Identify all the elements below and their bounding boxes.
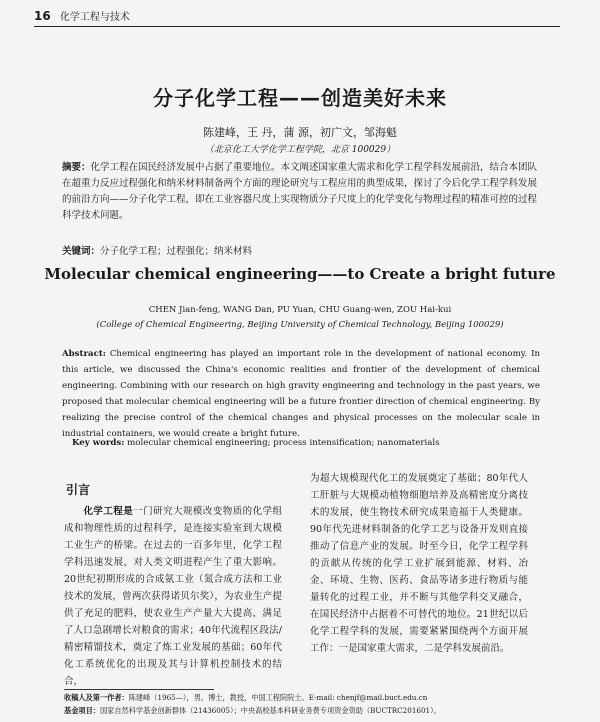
footnote-funding-label: 基金项目： xyxy=(64,706,100,715)
footnote-author xyxy=(64,693,544,703)
footnote-funding xyxy=(64,706,544,716)
body-lead-term: 化学工程是 xyxy=(83,506,134,517)
affiliation-chinese: （北京化工大学化学工程学院，北京 100029） xyxy=(204,145,396,155)
footnote-rule xyxy=(64,689,214,690)
keywords-chinese-text: 分子化学工程；过程强化；纳米材料 xyxy=(100,246,253,257)
running-header xyxy=(34,8,130,23)
title-english: Molecular chemical engineering——to Create a bright future xyxy=(44,265,556,283)
abstract-chinese-text: 化学工程在国民经济发展中占据了重要地位。本文阐述国家重大需求和化学工程学科发展前沿，结合本团队在超重力反应过程强化和纳米材料制备两个方面的理论研究与工程应用的典型成果，探讨了今后化学工程学科发展的前沿方向——分子化学工程，即在工业容器尺度上实现物质分子尺度上的化学变化与物理过程的精准可控的过程科学技术问题。 xyxy=(62,162,538,221)
section-heading-introduction: 引言 xyxy=(66,483,91,497)
body-right-text: 为超大规模现代化工的发展奠定了基础；80年代人工肝脏与大规模动植物细胞培养及高精密度分离技术的发展，使生物技术研究成果造福于人类健康。90年代先进材料制备的化学工艺与设备开发则直接推动了信息产业的发展。时至今日，化学工程学科的贡献从传统的化学工业扩展到能源、材料、冶金、环境、生物、医药、食品等诸多进行物质与能量转化的过程工业，并不断与其他学科交叉融合，在国民经济中占据着不可替代的地位。21世纪以后化学工程学科的发展，需要紧紧围绕两个方面开展工作：一是国家重大需求，二是学科发展前沿。 xyxy=(310,473,528,654)
journal-name: 化学工程与技术 xyxy=(59,12,130,23)
body-column-right xyxy=(310,470,528,657)
keywords-chinese-label: 关键词： xyxy=(62,246,101,257)
keywords-chinese xyxy=(62,243,540,257)
abstract-english-text: Chemical engineering has played an important role in the development of national economy. In this article, we discussed the China's economic realities and frontier of the development of chemical engineering. Combining with our research on high gravity engineering and technology in the past years, we proposed that molecular chemical engineering will be a future frontier direction of chemical engineering. By realizing the precise control of the chemical changes and physical processes on the molecular scale in industrial containers, we would create a bright future. xyxy=(62,349,540,439)
header-rule xyxy=(34,26,560,27)
keywords-english xyxy=(72,438,542,448)
page-number: 16 xyxy=(34,9,51,23)
keywords-english-label: Key words: xyxy=(72,438,125,448)
body-column-left xyxy=(64,503,282,690)
authors-chinese: 陈建峰，王 丹，蒲 源，初广文，邹海魁 xyxy=(203,126,397,139)
affiliation-english: (College of Chemical Engineering, Beijing University of Chemical Technology, Beijing 100029) xyxy=(96,320,504,330)
abstract-english-label: Abstract: xyxy=(62,349,106,359)
footnote-funding-text: 国家自然科学基金创新群体（21436005）；中央高校基本科研业务费专项资金资助（BUCTRC201601）。 xyxy=(99,706,441,715)
abstract-chinese xyxy=(62,160,540,224)
body-left-text: 一门研究大规模改变物质的化学组成和物理性质的过程科学，是连接实验室到大规模工业生产的桥梁。在过去的一百多年里，化学工程学科迅速发展，对人类文明进程产生了重大影响。20世纪初期形成的合成氨工业（氮合成方法和工业技术的发展，曾两次获得诺贝尔奖），为农业生产提供了充足的肥料，使农业生产产量大大提高，满足了人口急剧增长对粮食的需求；40年代流程区段法/精密精馏技术，奠定了炼工业发展的基础；60年代化工系统优化的出现及其与计算机控制技术的结合， xyxy=(64,506,282,687)
keywords-english-text: molecular chemical engineering; process intensification; nanomaterials xyxy=(127,438,440,448)
footnote-author-text: 陈建峰（1965—），男，博士，教授，中国工程院院士。E-mail: chenjf@mail.buct.edu.cn xyxy=(128,693,428,702)
abstract-english xyxy=(62,346,540,442)
authors-english: CHEN Jian-feng, WANG Dan, PU Yuan, CHU Guang-wen, ZOU Hai-kui xyxy=(148,305,452,315)
abstract-chinese-label: 摘要： xyxy=(62,162,91,173)
footnote-author-label: 收稿人及第一作者： xyxy=(64,693,129,702)
title-chinese: 分子化学工程——创造美好未来 xyxy=(153,86,447,110)
